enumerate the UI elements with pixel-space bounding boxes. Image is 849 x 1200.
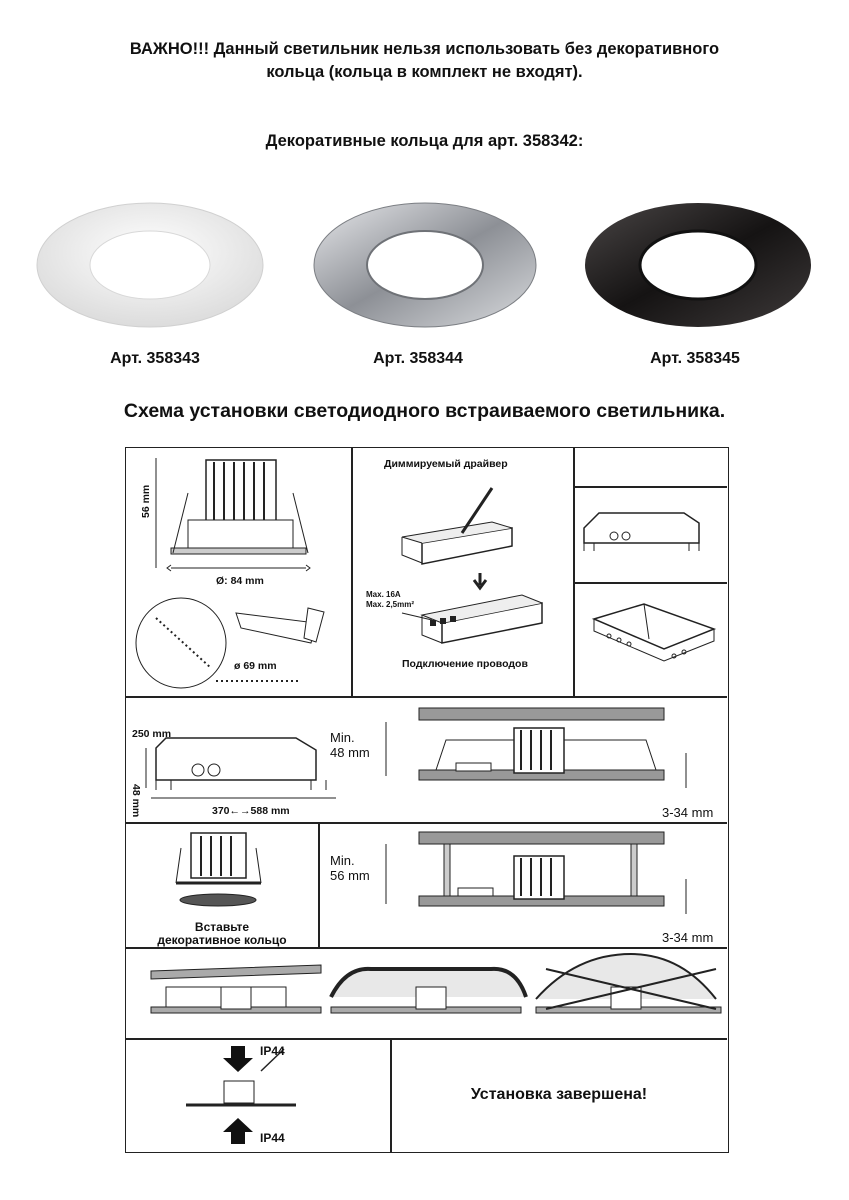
min48-label-a: Min. — [330, 730, 355, 745]
max-current-label: Max. 16A — [366, 590, 401, 599]
ceiling-install-56-drawing — [376, 824, 726, 947]
ceiling-install-48-drawing — [376, 698, 726, 822]
luminaire-dimension-drawing — [126, 448, 351, 696]
driver-top-view — [574, 584, 727, 694]
cut-diameter-label: ø 69 mm — [234, 660, 277, 672]
ring-label-chrome: Арт. 358344 — [373, 350, 463, 367]
installation-finished-text: Установка завершена! — [470, 1086, 648, 1103]
grid-line — [126, 1038, 727, 1040]
insert-ring-drawing — [156, 828, 296, 908]
ring-black-image — [583, 200, 813, 330]
diameter-label: Ø: 84 mm — [216, 575, 264, 587]
driver-height-label: 48 mm — [130, 784, 142, 818]
ip-top-label: IP44 — [260, 1044, 285, 1058]
insert-ring-label-a: Вставьте — [194, 920, 250, 934]
wires-label: Подключение проводов — [402, 658, 528, 670]
thickness-label-2: 3-34 mm — [662, 930, 714, 945]
warning-line-2: кольца (кольца в комплект не входят). — [266, 63, 583, 81]
driver-side-view — [574, 488, 727, 580]
driver-dimension-drawing — [126, 698, 352, 822]
cable-length-label: 370←→588 mm — [212, 805, 290, 817]
min48-label-b: 48 mm — [330, 745, 370, 760]
driver-title: Диммируемый драйвер — [384, 458, 508, 470]
ring-chrome-image — [312, 200, 538, 330]
max-section-label: Max. 2,5mm² — [366, 600, 415, 609]
grid-line — [318, 822, 320, 947]
warning-line-1: ВАЖНО!!! Данный светильник нельзя использовать без декоративного — [129, 40, 720, 58]
schema-title: Схема установки светодиодного встраиваемого светильника. — [123, 400, 726, 422]
ring-label-white: Арт. 358343 — [110, 350, 200, 367]
height-label: 56 mm — [140, 484, 152, 518]
thickness-label-1: 3-34 mm — [662, 805, 714, 820]
warning-text — [0, 38, 849, 84]
ring-label-black: Арт. 358345 — [650, 350, 740, 367]
min56-label-b: 56 mm — [330, 868, 370, 883]
rings-title: Декоративные кольца для арт. 358342: — [265, 132, 584, 150]
installation-diagram-frame — [125, 447, 729, 1153]
min56-label-a: Min. — [330, 853, 355, 868]
ip-bottom-label: IP44 — [260, 1131, 285, 1145]
insulation-variants-drawing — [126, 949, 727, 1038]
insert-ring-label-b: декоративное кольцо — [157, 933, 287, 947]
driver-width-label: 250 mm — [132, 728, 172, 740]
ring-white-image — [35, 200, 265, 330]
